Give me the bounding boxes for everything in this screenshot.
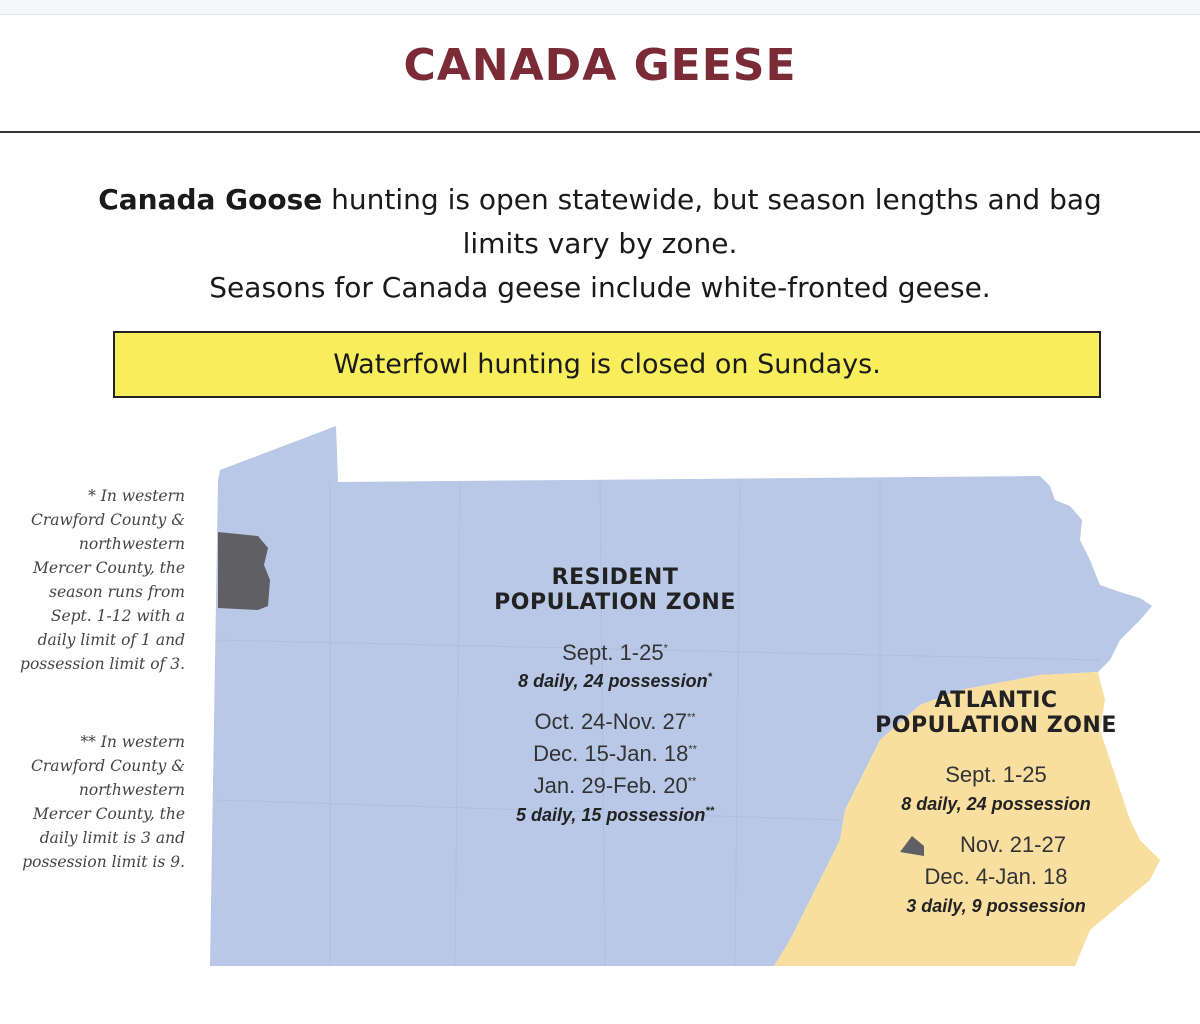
atlantic-season-1-limit: 8 daily, 24 possession — [901, 794, 1091, 814]
resident-season-2-limit-text: 5 daily, 15 possession — [516, 805, 706, 825]
atlantic-title-line-2: POPULATION ZONE — [875, 713, 1117, 738]
atlantic-title-line-1: ATLANTIC — [934, 688, 1058, 713]
resident-season-1-date — [460, 640, 770, 666]
resident-title-line-2: POPULATION ZONE — [494, 590, 736, 615]
resident-season-2-date-3-text: Jan. 29-Feb. 20 — [533, 773, 688, 798]
resident-season-2-date-2-text: Dec. 15-Jan. 18 — [533, 741, 689, 766]
resident-season-2-limit-mark: ** — [705, 805, 714, 817]
page-title: CANADA GEESE — [403, 40, 797, 91]
resident-season-2-date-1-text: Oct. 24-Nov. 27 — [534, 709, 687, 734]
sunday-closure-notice: Waterfowl hunting is closed on Sundays. — [113, 331, 1101, 398]
resident-season-2-date-1 — [460, 709, 770, 735]
resident-season-2-mark-2: ** — [688, 743, 697, 756]
resident-season-2-date-2 — [460, 741, 770, 767]
atlantic-season-2-date-1: Nov. 21-27 — [960, 832, 1066, 857]
intro-bold-lead: Canada Goose — [98, 183, 323, 216]
resident-season-1-mark: * — [663, 642, 668, 655]
atlantic-season-2-date-2: Dec. 4-Jan. 18 — [924, 864, 1068, 889]
resident-season-1-limit-text: 8 daily, 24 possession — [518, 671, 708, 691]
resident-season-2-limit — [460, 805, 770, 826]
resident-season-2-mark-1: ** — [686, 711, 696, 724]
resident-season-1-limit — [460, 671, 770, 692]
resident-zone-title — [460, 565, 770, 615]
intro-line-2: Seasons for Canada geese include white-fronted geese. — [209, 271, 991, 304]
atlantic-season-1-date: Sept. 1-25 — [945, 762, 1047, 787]
atlantic-season-2-limit: 3 daily, 9 possession — [906, 896, 1086, 916]
resident-title-line-1: RESIDENT — [551, 565, 679, 590]
resident-season-1-limit-mark: * — [707, 671, 712, 683]
atlantic-zone-title — [846, 688, 1146, 738]
footnote-single-asterisk: * In western Crawford County & northwestern Mercer County, the season runs from Sept. 1-12 with a daily limit of 1 and possession limit of 3. — [20, 487, 185, 673]
resident-season-2-mark-3: ** — [687, 775, 697, 788]
crawford-mercer-special-area — [218, 532, 270, 610]
footnote-double-asterisk: ** In western Crawford County & northwestern Mercer County, the daily limit is 3 and possession limit is 9. — [22, 733, 185, 871]
intro-line-1-rest: hunting is open statewide, but season lengths and bag limits vary by zone. — [322, 183, 1102, 260]
resident-season-1-date-text: Sept. 1-25 — [562, 640, 664, 665]
resident-season-2-date-3 — [460, 773, 770, 799]
